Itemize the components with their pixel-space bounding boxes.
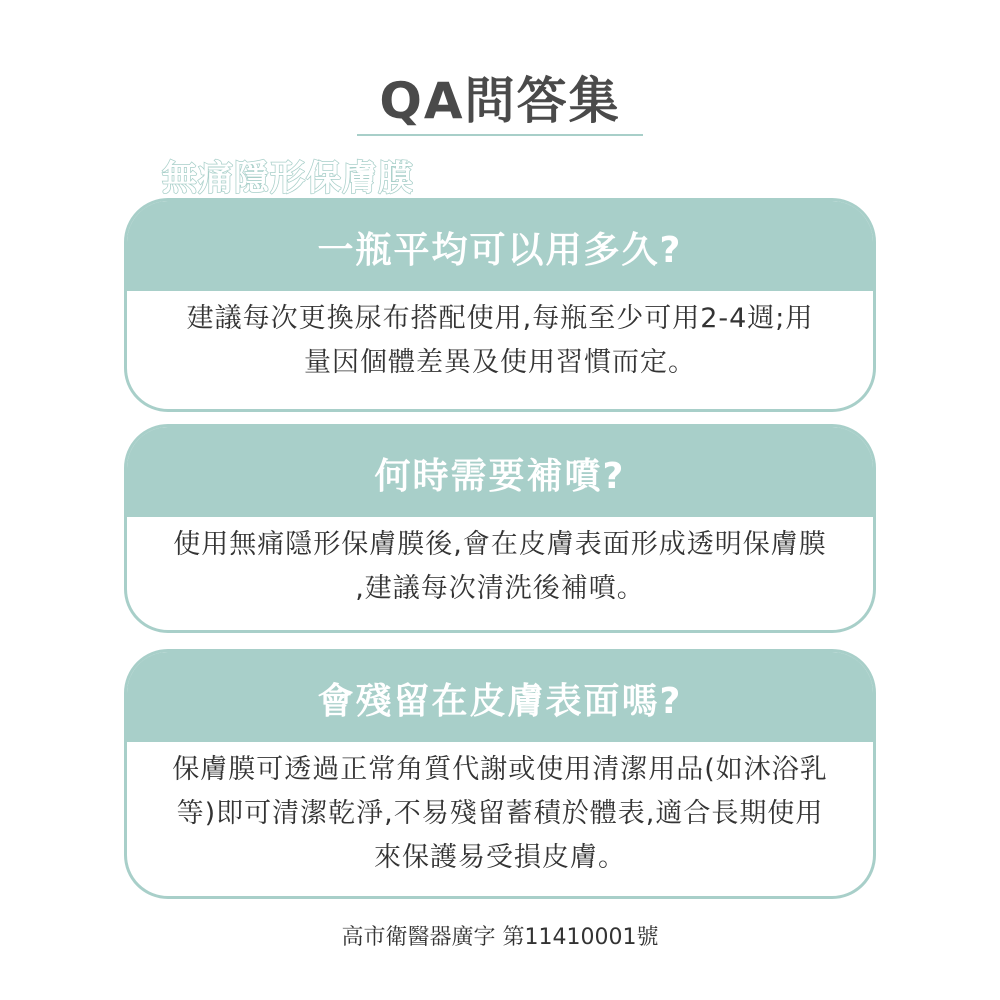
qa-question: 何時需要補噴? [127,427,873,517]
qa-card-usage-duration [124,198,876,412]
page-title: QA問答集 [379,72,621,130]
qa-answer-line: ,建議每次清洗後補噴。 [355,573,645,604]
license-footer: 高市衛醫器廣字 第11410001號 [341,925,659,950]
qa-question: 會殘留在皮膚表面嗎? [127,652,873,742]
qa-answer-line: 等)即可清潔乾淨,不易殘留蓄積於體表,適合長期使用 [176,798,824,829]
qa-question: 一瓶平均可以用多久? [127,201,873,291]
qa-answer-line: 來保護易受損皮膚。 [374,842,626,873]
product-label: 無痛隱形保膚膜 [162,159,415,199]
qa-card-reapply [124,424,876,633]
qa-answer-line: 保膚膜可透過正常角質代謝或使用清潔用品(如沐浴乳 [172,754,828,785]
qa-answer [127,742,873,880]
qa-answer [127,517,873,611]
qa-answer-line: 量因個體差異及使用習慣而定。 [304,347,696,378]
qa-card-residue [124,649,876,899]
qa-answer-line: 使用無痛隱形保膚膜後,會在皮膚表面形成透明保膚膜 [173,529,827,560]
title-divider [357,134,643,136]
qa-answer-line: 建議每次更換尿布搭配使用,每瓶至少可用2-4週;用 [186,303,814,334]
qa-answer [127,291,873,385]
